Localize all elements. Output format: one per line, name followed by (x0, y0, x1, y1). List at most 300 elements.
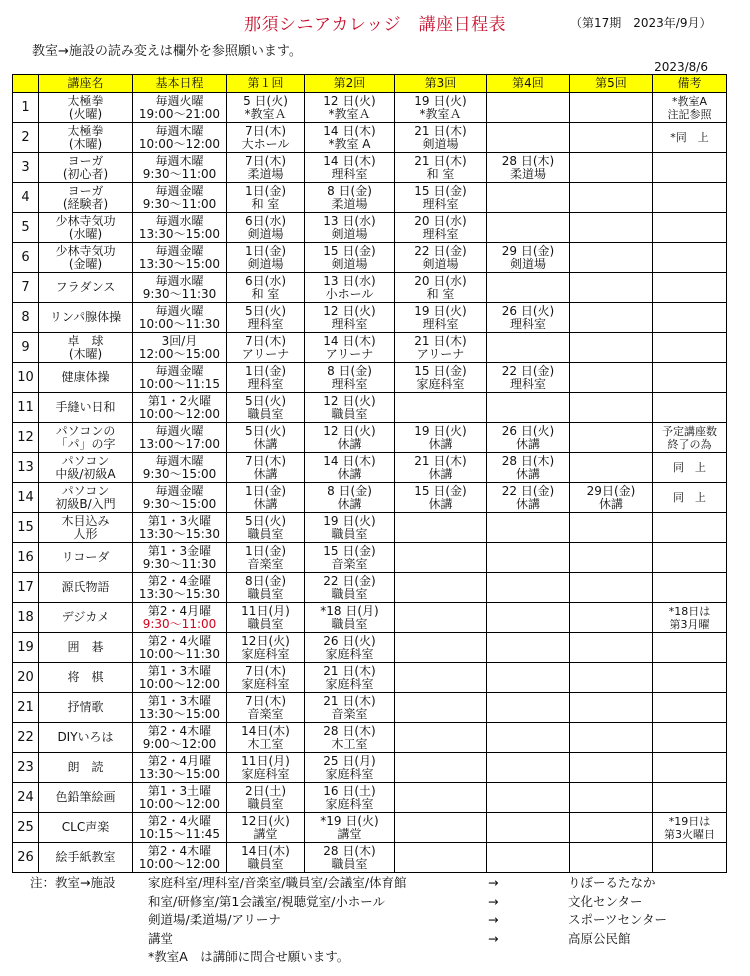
session-1-line: 5 日(火) (243, 93, 288, 108)
session-1-line: 理科室 (247, 316, 284, 331)
session-2 (305, 513, 395, 543)
row-number: 1 (13, 93, 39, 123)
session-1-line: 音楽室 (247, 556, 284, 571)
session-4 (487, 543, 570, 573)
basic-schedule (133, 483, 227, 513)
session-1-line: 7日(木) (245, 693, 286, 708)
basic-schedule (133, 333, 227, 363)
basic-schedule (133, 453, 227, 483)
row-number: 26 (13, 843, 39, 873)
session-3 (395, 483, 487, 513)
table-row (13, 753, 727, 783)
row-number: 8 (13, 303, 39, 333)
session-3 (395, 213, 487, 243)
course-name-line: リコーダ (61, 550, 110, 564)
basic-schedule-line: 10:00～11:30 (138, 646, 221, 661)
course-name (39, 183, 133, 213)
row-number: 9 (13, 333, 39, 363)
session-2-line: 28 日(木) (323, 723, 376, 738)
session-3-line: 15 日(金) (414, 183, 467, 198)
session-2-line: 21 日(木) (323, 663, 376, 678)
remarks-line: 第3月曜 (669, 617, 710, 631)
session-5 (570, 333, 653, 363)
remarks (653, 513, 727, 543)
session-2 (305, 303, 395, 333)
session-3-line: 21 日(木) (414, 153, 467, 168)
basic-schedule (133, 393, 227, 423)
session-1 (227, 573, 305, 603)
course-name (39, 93, 133, 123)
basic-schedule-line: 9:30～11:00 (142, 616, 217, 631)
session-1 (227, 813, 305, 843)
basic-schedule-line: 毎週金曜 (155, 363, 204, 378)
session-3-line: 15 日(金) (414, 363, 467, 378)
course-name-line: デジカメ (61, 610, 110, 624)
course-name (39, 273, 133, 303)
session-2-line: 理科室 (331, 316, 368, 331)
basic-schedule (133, 93, 227, 123)
basic-schedule-line: 毎週木曜 (155, 123, 204, 138)
issue-date: 2023/8/6 (654, 60, 708, 74)
session-1-line: 職員室 (247, 586, 284, 601)
basic-schedule-line: 第2・4月曜 (147, 603, 212, 618)
session-2-line: 14 日(木) (323, 453, 376, 468)
row-number: 12 (13, 423, 39, 453)
footer-facility: 文化センター (568, 893, 643, 909)
basic-schedule-line: 9:30～11:00 (142, 166, 217, 181)
session-2-line: 木工室 (331, 736, 368, 751)
session-2 (305, 753, 395, 783)
session-1 (227, 453, 305, 483)
course-name-line: CLC声楽 (61, 820, 110, 834)
header-remarks: 備考 (653, 75, 727, 93)
session-4-line: 休講 (515, 436, 540, 451)
course-name-line: 卓 球 (67, 333, 104, 348)
session-5 (570, 123, 653, 153)
course-name (39, 753, 133, 783)
session-1-line: 7日(木) (245, 153, 286, 168)
session-1-line: 職員室 (247, 616, 284, 631)
course-name (39, 453, 133, 483)
session-1-line: 家庭科室 (241, 766, 290, 781)
row-number: 22 (13, 723, 39, 753)
session-2-line: 14 日(木) (323, 123, 376, 138)
session-2-line: 家庭科室 (325, 796, 374, 811)
remarks (653, 363, 727, 393)
session-2-line: 職員室 (331, 526, 368, 541)
table-row (13, 693, 727, 723)
session-2-line: 休講 (337, 466, 362, 481)
basic-schedule-line: 第1・3土曜 (147, 783, 212, 798)
row-number: 20 (13, 663, 39, 693)
session-2-line: 家庭科室 (325, 766, 374, 781)
session-5 (570, 483, 653, 513)
session-2-line: 15 日(金) (323, 543, 376, 558)
table-row (13, 663, 727, 693)
course-name (39, 333, 133, 363)
session-4 (487, 93, 570, 123)
session-5 (570, 393, 653, 423)
session-1-line: 家庭科室 (241, 676, 290, 691)
basic-schedule (133, 243, 227, 273)
session-2 (305, 783, 395, 813)
session-4-line: 28 日(木) (501, 153, 555, 168)
session-3 (395, 543, 487, 573)
session-2 (305, 393, 395, 423)
session-4 (487, 153, 570, 183)
schedule-table (12, 74, 727, 873)
session-2 (305, 813, 395, 843)
session-1-line: 1日(金) (245, 483, 286, 498)
session-2-line: 12 日(火) (323, 423, 376, 438)
session-2-line: *教室Ａ (328, 106, 371, 121)
session-1 (227, 663, 305, 693)
session-1-line: 5日(火) (245, 393, 286, 408)
session-4 (487, 723, 570, 753)
table-row (13, 153, 727, 183)
session-2 (305, 183, 395, 213)
remarks (653, 573, 727, 603)
session-2-line: 音楽室 (331, 706, 368, 721)
basic-schedule-line: 毎週火曜 (155, 93, 204, 108)
session-5 (570, 633, 653, 663)
session-4 (487, 783, 570, 813)
footer-rows (148, 874, 748, 967)
row-number: 17 (13, 573, 39, 603)
session-2-line: 職員室 (331, 406, 368, 421)
basic-schedule-line: 第2・4火曜 (147, 633, 212, 648)
remarks-line: 予定講座数 (662, 424, 717, 438)
session-1-line: 理科室 (247, 376, 284, 391)
session-1-line: 休講 (253, 436, 278, 451)
basic-schedule (133, 753, 227, 783)
session-2-line: 職員室 (331, 616, 368, 631)
remarks (653, 753, 727, 783)
session-1-line: 8日(金) (245, 573, 286, 588)
session-2 (305, 153, 395, 183)
basic-schedule-line: 13:30～15:00 (138, 706, 221, 721)
session-2-line: 講堂 (337, 826, 362, 841)
basic-schedule-line: 3回/月 (161, 333, 198, 348)
course-name (39, 723, 133, 753)
session-1-line: 7日(木) (245, 663, 286, 678)
header-session-3: 第3回 (395, 75, 487, 93)
session-3 (395, 573, 487, 603)
basic-schedule (133, 843, 227, 873)
remarks (653, 213, 727, 243)
session-4-line: 29 日(金) (501, 243, 555, 258)
table-row (13, 393, 727, 423)
footer-arrow: → (488, 893, 499, 909)
session-2-line: 8 日(金) (327, 363, 372, 378)
course-name-line: パソコン (61, 453, 110, 468)
basic-schedule-line: 第1・2火曜 (147, 393, 212, 408)
course-name (39, 363, 133, 393)
session-2-line: 25 日(月) (323, 753, 376, 768)
session-1-line: 職員室 (247, 796, 284, 811)
session-5 (570, 423, 653, 453)
basic-schedule-line: 9:00～12:00 (142, 736, 217, 751)
session-3-line: 和 室 (426, 286, 455, 301)
basic-schedule-line: 13:00～17:00 (138, 436, 221, 451)
session-1 (227, 783, 305, 813)
session-4-line: 22 日(金) (501, 363, 555, 378)
table-row (13, 603, 727, 633)
basic-schedule (133, 423, 227, 453)
basic-schedule-line: 9:30～11:00 (142, 196, 217, 211)
basic-schedule (133, 513, 227, 543)
session-4-line: 休講 (515, 466, 540, 481)
session-1 (227, 123, 305, 153)
basic-schedule (133, 723, 227, 753)
basic-schedule (133, 153, 227, 183)
session-1 (227, 93, 305, 123)
course-name-line: 健康体操 (61, 370, 110, 384)
session-1-line: 11日(月) (241, 753, 290, 768)
session-5 (570, 453, 653, 483)
term-label: （第17期 2023年/9月） (570, 16, 712, 30)
table-row (13, 633, 727, 663)
course-name-line: パソコン (61, 483, 110, 498)
remarks (653, 183, 727, 213)
course-name-line: (金曜) (68, 256, 103, 271)
row-number: 24 (13, 783, 39, 813)
remarks-line: *19日は (668, 814, 711, 828)
course-name (39, 423, 133, 453)
header-session-5: 第5回 (570, 75, 653, 93)
session-2-line: 職員室 (331, 856, 368, 871)
session-4-line: 休講 (515, 496, 540, 511)
basic-schedule (133, 543, 227, 573)
session-1-line: 5日(火) (245, 513, 286, 528)
course-name (39, 663, 133, 693)
session-2 (305, 273, 395, 303)
table-row (13, 93, 727, 123)
header-course: 講座名 (39, 75, 133, 93)
footer-rooms: 家庭科室/理科室/音楽室/職員室/会議室/体育館 (148, 875, 407, 890)
session-2 (305, 843, 395, 873)
basic-schedule-line: 毎週火曜 (155, 423, 204, 438)
course-name-line: (初心者) (62, 166, 109, 181)
session-5 (570, 273, 653, 303)
basic-schedule-line: 第1・3金曜 (147, 543, 212, 558)
session-3 (395, 783, 487, 813)
remarks (653, 153, 727, 183)
session-2-line: 15 日(金) (323, 243, 376, 258)
session-3 (395, 303, 487, 333)
course-name-line: フラダンス (55, 280, 116, 294)
session-1 (227, 303, 305, 333)
session-5 (570, 603, 653, 633)
remarks (653, 333, 727, 363)
session-2-line: 13 日(水) (323, 273, 376, 288)
session-4 (487, 333, 570, 363)
session-2 (305, 633, 395, 663)
session-1-line: 大ホール (241, 136, 290, 151)
session-2 (305, 573, 395, 603)
session-2-line: 12 日(火) (323, 303, 376, 318)
remarks (653, 723, 727, 753)
row-number: 11 (13, 393, 39, 423)
session-3 (395, 603, 487, 633)
basic-schedule-line: 第1・3木曜 (147, 663, 212, 678)
basic-schedule-line: 13:30～15:30 (138, 586, 221, 601)
session-3-line: *教室Ａ (419, 106, 462, 121)
session-2-line: 22 日(金) (323, 573, 376, 588)
session-5 (570, 93, 653, 123)
session-1-line: 1日(金) (245, 243, 286, 258)
session-4-line: 剣道場 (509, 256, 546, 271)
session-2-line: 家庭科室 (325, 676, 374, 691)
session-4 (487, 303, 570, 333)
session-1 (227, 693, 305, 723)
course-name-line: ヨーガ (67, 153, 104, 168)
session-5 (570, 243, 653, 273)
session-1 (227, 153, 305, 183)
remarks (653, 843, 727, 873)
course-name-line: 朗 読 (67, 760, 104, 774)
row-number: 16 (13, 543, 39, 573)
basic-schedule-line: 第2・4金曜 (147, 573, 212, 588)
footer-row (148, 911, 748, 930)
session-3-line: 21 日(木) (414, 453, 467, 468)
session-2 (305, 93, 395, 123)
table-row (13, 513, 727, 543)
basic-schedule-line: 13:30～15:00 (138, 256, 221, 271)
row-number: 7 (13, 273, 39, 303)
basic-schedule-line: 第2・4木曜 (147, 843, 212, 858)
session-5 (570, 153, 653, 183)
basic-schedule-line: 毎週水曜 (155, 213, 204, 228)
row-number: 6 (13, 243, 39, 273)
basic-schedule (133, 213, 227, 243)
basic-schedule-line: 10:00～12:00 (138, 796, 221, 811)
basic-schedule-line: 第2・4木曜 (147, 723, 212, 738)
session-3 (395, 663, 487, 693)
remarks-line: 同 上 (673, 491, 706, 504)
session-1-line: 剣道場 (247, 256, 284, 271)
session-2-line: 8 日(金) (327, 183, 372, 198)
session-3-line: 休講 (428, 496, 453, 511)
session-2 (305, 423, 395, 453)
session-3 (395, 393, 487, 423)
session-5 (570, 513, 653, 543)
session-2 (305, 213, 395, 243)
basic-schedule-line: 12:00～15:00 (138, 346, 221, 361)
session-2-line: 21 日(木) (323, 693, 376, 708)
remarks (653, 783, 727, 813)
course-name-line: 源氏物語 (61, 580, 110, 594)
remarks-line: *同 上 (670, 131, 709, 144)
session-1 (227, 603, 305, 633)
session-2-line: 14 日(木) (323, 333, 376, 348)
course-name-line: 少林寺気功 (55, 243, 116, 258)
session-3 (395, 693, 487, 723)
session-5 (570, 843, 653, 873)
remarks (653, 393, 727, 423)
basic-schedule (133, 123, 227, 153)
course-name-line: 木目込み (61, 513, 110, 528)
session-2-line: 19 日(火) (323, 513, 376, 528)
footer-row (148, 930, 748, 949)
session-3 (395, 453, 487, 483)
session-1-line: 2日(土) (245, 783, 286, 798)
session-3-line: 15 日(金) (414, 483, 467, 498)
course-name (39, 123, 133, 153)
session-1-line: 6日(水) (245, 273, 286, 288)
session-1-line: 7日(木) (245, 453, 286, 468)
session-1-line: 5日(火) (245, 303, 286, 318)
session-1-line: 休講 (253, 496, 278, 511)
session-5-line: 休講 (598, 496, 623, 511)
session-2-line: 柔道場 (331, 196, 368, 211)
session-3 (395, 333, 487, 363)
session-4 (487, 423, 570, 453)
session-2-line: 剣道場 (331, 226, 368, 241)
session-3-line: 和 室 (426, 166, 455, 181)
session-4 (487, 183, 570, 213)
header-row (13, 75, 727, 93)
session-1-line: 7日(木) (245, 123, 286, 138)
session-3-line: アリーナ (416, 346, 465, 361)
basic-schedule (133, 663, 227, 693)
course-name-line: 囲 碁 (67, 640, 104, 654)
session-1-line: 1日(金) (245, 363, 286, 378)
session-3 (395, 123, 487, 153)
course-name-line: 絵手紙教室 (55, 850, 116, 864)
course-name (39, 693, 133, 723)
session-2 (305, 543, 395, 573)
session-3-line: 剣道場 (422, 256, 459, 271)
remarks (653, 483, 727, 513)
table-row (13, 813, 727, 843)
session-1 (227, 333, 305, 363)
course-name (39, 303, 133, 333)
course-name-line: 色鉛筆絵画 (55, 790, 116, 804)
session-4 (487, 753, 570, 783)
row-number: 2 (13, 123, 39, 153)
session-1-line: 和 室 (251, 286, 280, 301)
course-name (39, 843, 133, 873)
session-1-line: 14日(木) (241, 723, 290, 738)
session-3 (395, 753, 487, 783)
session-1-line: 1日(金) (245, 183, 286, 198)
table-row (13, 573, 727, 603)
session-4 (487, 573, 570, 603)
course-name-line: 太極拳 (67, 93, 104, 108)
session-1 (227, 723, 305, 753)
basic-schedule (133, 693, 227, 723)
session-4 (487, 213, 570, 243)
basic-schedule (133, 183, 227, 213)
session-2-line: *18 日(月) (320, 603, 379, 618)
course-name (39, 513, 133, 543)
row-number: 3 (13, 153, 39, 183)
session-3-line: 休講 (428, 436, 453, 451)
remarks-line: *教室A (671, 94, 708, 108)
row-number: 19 (13, 633, 39, 663)
header-no (13, 75, 39, 93)
session-2-line: 14 日(木) (323, 153, 376, 168)
table-row (13, 483, 727, 513)
session-1 (227, 633, 305, 663)
table-row (13, 243, 727, 273)
session-2 (305, 363, 395, 393)
session-2-line: 8 日(金) (327, 483, 372, 498)
remarks (653, 663, 727, 693)
footer-rooms: 剣道場/柔道場/アリーナ (148, 912, 281, 927)
session-4 (487, 693, 570, 723)
